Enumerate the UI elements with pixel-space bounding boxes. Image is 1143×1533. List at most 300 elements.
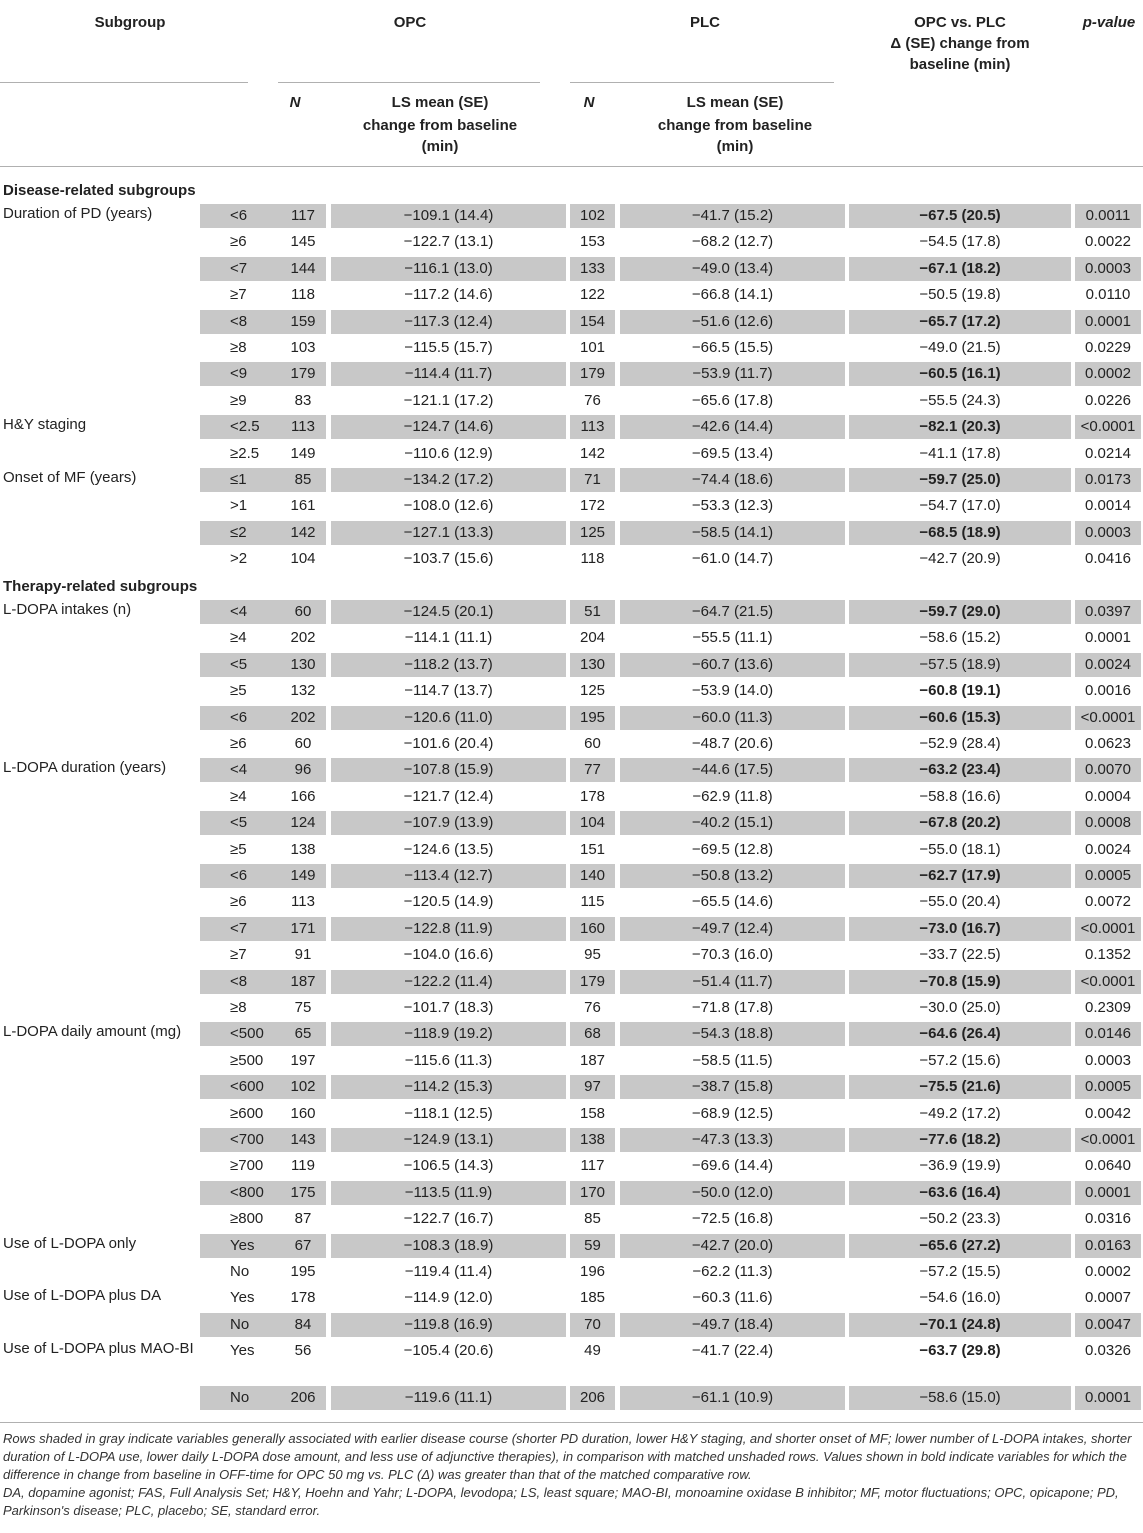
- opc-n: 130: [280, 653, 326, 677]
- subgroup-label: [3, 1128, 199, 1152]
- header-opc-n: N: [289, 94, 301, 111]
- p-value: 0.0226: [1085, 391, 1131, 409]
- difference: −52.9 (28.4): [919, 735, 1001, 752]
- opc-n: 60: [294, 735, 312, 752]
- opc-n: 103: [290, 339, 316, 356]
- header-plc-lsm-line2: change from baseline: [657, 117, 813, 134]
- opc-ls-mean: −115.6 (11.3): [404, 1051, 493, 1069]
- header-bottom-rule: [0, 166, 1143, 167]
- plc-ls-mean: −70.3 (16.0): [691, 946, 774, 964]
- opc-n: 87: [294, 1210, 312, 1228]
- subgroup-level: ≥4: [230, 629, 247, 647]
- table-row: [0, 415, 1143, 441]
- plc-n: 115: [580, 893, 605, 911]
- opc-ls-mean: −124.6 (13.5): [403, 840, 494, 858]
- subgroup-level: ≥6: [230, 893, 247, 911]
- subgroup-label: Use of L-DOPA plus MAO-BI: [3, 1340, 194, 1358]
- header-opc-lsm-line2: change from baseline: [362, 117, 518, 134]
- subgroup-label: [3, 494, 199, 518]
- plc-n: 153: [579, 233, 606, 251]
- plc-n: 97: [570, 1075, 615, 1099]
- table-row: [0, 1128, 1143, 1154]
- plc-n: 158: [579, 1104, 606, 1122]
- difference: −63.2 (23.4): [849, 758, 1071, 782]
- subgroup-label: H&Y staging: [3, 416, 87, 434]
- difference: −50.2 (23.3): [919, 1210, 1001, 1228]
- opc-n: 143: [280, 1128, 326, 1152]
- plc-n: 204: [579, 629, 606, 647]
- plc-ls-mean: −49.7 (12.4): [620, 917, 845, 941]
- plc-n: 185: [579, 1289, 606, 1307]
- p-value: 0.0024: [1075, 653, 1141, 677]
- p-value: 0.0640: [1085, 1157, 1131, 1175]
- plc-ls-mean: −54.3 (18.8): [620, 1022, 845, 1046]
- header-pvalue: p-value: [1082, 14, 1136, 31]
- table-row: [0, 310, 1143, 336]
- table-row: [0, 1313, 1143, 1339]
- opc-n: 65: [280, 1022, 326, 1046]
- plc-ls-mean: −60.3 (11.6): [692, 1289, 773, 1307]
- subgroup-level: Yes: [230, 1342, 255, 1360]
- table-row: [0, 890, 1143, 916]
- table-row: [0, 1022, 1143, 1048]
- table-row: [0, 442, 1143, 468]
- opc-n: 187: [280, 970, 326, 994]
- plc-ls-mean: −58.5 (11.5): [692, 1051, 773, 1069]
- plc-ls-mean: −69.5 (13.4): [691, 444, 774, 462]
- opc-n: 84: [280, 1313, 326, 1337]
- plc-n: 77: [570, 758, 615, 782]
- subgroup-level: ≥500: [230, 1051, 264, 1069]
- plc-n: 76: [584, 999, 601, 1016]
- difference: −55.0 (20.4): [919, 893, 1001, 911]
- difference: −54.5 (17.8): [919, 233, 1001, 251]
- table-row: [0, 468, 1143, 494]
- opc-n: 159: [280, 310, 326, 334]
- header-rule-subgroup: [0, 82, 248, 83]
- p-value: <0.0001: [1075, 917, 1141, 941]
- plc-ls-mean: −40.2 (15.1): [620, 811, 845, 835]
- opc-ls-mean: −105.4 (20.6): [403, 1342, 494, 1360]
- plc-ls-mean: −71.8 (17.8): [691, 999, 774, 1016]
- opc-ls-mean: −134.2 (17.2): [331, 468, 566, 492]
- subgroup-label: [3, 283, 199, 307]
- p-value: 0.0001: [1075, 310, 1141, 334]
- subgroup-label: [3, 943, 199, 967]
- subgroup-level: <5: [200, 653, 326, 677]
- plc-ls-mean: −49.0 (13.4): [620, 257, 845, 281]
- opc-ls-mean: −113.4 (12.7): [331, 864, 566, 888]
- plc-ls-mean: −53.3 (12.3): [691, 497, 774, 515]
- opc-ls-mean: −103.7 (15.6): [403, 550, 494, 568]
- subgroup-level: ≥8: [230, 339, 247, 356]
- subgroup-level: No: [230, 1263, 250, 1280]
- table-row: [0, 732, 1143, 758]
- subgroup-level: <600: [200, 1075, 326, 1099]
- p-value: 0.0003: [1075, 521, 1141, 545]
- p-value: 0.0005: [1075, 864, 1141, 888]
- p-value: 0.0007: [1085, 1289, 1131, 1307]
- opc-n: 142: [280, 521, 326, 545]
- opc-n: 202: [280, 706, 326, 730]
- subgroup-label: Use of L-DOPA plus DA: [3, 1287, 162, 1305]
- subgroup-level: <4: [200, 758, 326, 782]
- opc-n: 83: [294, 391, 312, 409]
- p-value: 0.0016: [1085, 682, 1131, 700]
- subgroup-label: [3, 838, 199, 862]
- plc-ls-mean: −55.5 (11.1): [692, 629, 773, 647]
- subgroup-label: [3, 811, 199, 835]
- opc-ls-mean: −118.9 (19.2): [331, 1022, 566, 1046]
- opc-n: 144: [280, 257, 326, 281]
- footnote-shading: Rows shaded in gray indicate variables generally associated with earlier disease course (shorter PD duration, lower H&Y staging, and shorter onset of MF; lower number of L-DOPA intakes, shorter duration of L-DOPA use, lower daily L-DOPA dose amount, and less use of adjunctive therapies), in comparison with matched unshaded rows. Values shown in bold indicate variables for which the difference in change from baseline in OFF-time for OPC 50 mg vs. PLC (Δ) was greater than that of the matched comparative row.: [3, 1431, 1132, 1482]
- table-row: [0, 1207, 1143, 1233]
- opc-n: 67: [280, 1234, 326, 1258]
- subgroup-level: ≥5: [230, 682, 247, 700]
- subgroup-label: [3, 679, 199, 703]
- table-row: [0, 838, 1143, 864]
- plc-n: 170: [570, 1181, 615, 1205]
- p-value: 0.0326: [1085, 1342, 1131, 1360]
- opc-n: 161: [290, 497, 316, 515]
- difference: −49.0 (21.5): [919, 339, 1001, 356]
- table-row: [0, 521, 1143, 547]
- opc-n: 75: [294, 999, 312, 1016]
- p-value: 0.0003: [1085, 1051, 1131, 1069]
- table-row: [0, 943, 1143, 969]
- p-value: 0.0001: [1075, 1386, 1141, 1410]
- header-diff-line2: Δ (SE) change from: [890, 35, 1030, 52]
- table-row: [0, 706, 1143, 732]
- p-value: 0.0002: [1075, 362, 1141, 386]
- difference: −68.5 (18.9): [849, 521, 1071, 545]
- opc-ls-mean: −122.7 (13.1): [403, 233, 494, 251]
- table-row: [0, 758, 1143, 784]
- opc-n: 56: [294, 1342, 312, 1360]
- opc-n: 85: [280, 468, 326, 492]
- plc-n: 160: [570, 917, 615, 941]
- opc-ls-mean: −115.5 (15.7): [404, 339, 493, 356]
- table-bottom-rule: [0, 1422, 1143, 1423]
- opc-ls-mean: −117.3 (12.4): [331, 310, 566, 334]
- opc-n: 102: [280, 1075, 326, 1099]
- difference: −60.6 (15.3): [849, 706, 1071, 730]
- subgroup-level: No: [200, 1313, 326, 1337]
- subgroup-level: <4: [200, 600, 326, 624]
- p-value: 0.0316: [1085, 1210, 1131, 1228]
- plc-ls-mean: −49.7 (18.4): [620, 1313, 845, 1337]
- subgroup-label: L-DOPA duration (years): [3, 759, 167, 777]
- opc-n: 175: [280, 1181, 326, 1205]
- opc-n: 104: [290, 550, 316, 568]
- opc-ls-mean: −114.7 (13.7): [404, 682, 493, 700]
- opc-ls-mean: −119.4 (11.4): [404, 1263, 493, 1280]
- plc-ls-mean: −69.6 (14.4): [691, 1157, 774, 1175]
- subgroup-label: [3, 547, 199, 571]
- difference: −41.1 (17.8): [919, 444, 1001, 462]
- header-plc-lsm-line3: (min): [716, 138, 754, 155]
- p-value: 0.0163: [1075, 1234, 1141, 1258]
- header-opc-lsm-line3: (min): [421, 138, 459, 155]
- difference: −67.1 (18.2): [849, 257, 1071, 281]
- subgroup-level: ≥2.5: [230, 444, 260, 462]
- opc-ls-mean: −122.2 (11.4): [331, 970, 566, 994]
- header-rule-plc: [570, 82, 834, 83]
- opc-n: 197: [290, 1051, 316, 1069]
- subgroup-label: [3, 521, 199, 545]
- p-value: <0.0001: [1075, 415, 1141, 439]
- opc-n: 179: [280, 362, 326, 386]
- plc-n: 102: [570, 204, 615, 228]
- opc-n: 206: [280, 1386, 326, 1410]
- opc-n: 171: [280, 917, 326, 941]
- header-rule-opc: [278, 82, 540, 83]
- table-row: [0, 679, 1143, 705]
- subgroup-label: [3, 785, 199, 809]
- subgroup-level: <800: [200, 1181, 326, 1205]
- plc-ls-mean: −60.0 (11.3): [620, 706, 845, 730]
- opc-ls-mean: −119.8 (16.9): [331, 1313, 566, 1337]
- opc-ls-mean: −114.2 (15.3): [331, 1075, 566, 1099]
- opc-ls-mean: −116.1 (13.0): [331, 257, 566, 281]
- p-value: 0.0110: [1085, 286, 1131, 304]
- p-value: 0.0623: [1085, 735, 1131, 752]
- table-row: [0, 1286, 1143, 1312]
- difference: −60.5 (16.1): [849, 362, 1071, 386]
- plc-n: 206: [570, 1386, 615, 1410]
- p-value: 0.0024: [1085, 840, 1131, 858]
- plc-ls-mean: −50.8 (13.2): [620, 864, 845, 888]
- plc-n: 195: [570, 706, 615, 730]
- opc-ls-mean: −118.2 (13.7): [331, 653, 566, 677]
- table-row: [0, 230, 1143, 256]
- p-value: 0.0022: [1085, 233, 1131, 251]
- opc-n: 113: [280, 415, 326, 439]
- subgroup-label: Onset of MF (years): [3, 469, 137, 486]
- difference: −58.6 (15.0): [849, 1386, 1071, 1410]
- opc-ls-mean: −109.1 (14.4): [331, 204, 566, 228]
- opc-n: 202: [290, 629, 316, 647]
- difference: −67.8 (20.2): [849, 811, 1071, 835]
- plc-n: 133: [570, 257, 615, 281]
- header-diff-line1: OPC vs. PLC: [914, 14, 1006, 31]
- plc-ls-mean: −50.0 (12.0): [620, 1181, 845, 1205]
- opc-ls-mean: −114.4 (11.7): [331, 362, 566, 386]
- plc-n: 178: [579, 787, 606, 805]
- opc-ls-mean: −108.3 (18.9): [331, 1234, 566, 1258]
- plc-n: 138: [570, 1128, 615, 1152]
- subgroup-level: ≥8: [230, 999, 247, 1016]
- subgroup-label: [3, 362, 199, 386]
- plc-n: 71: [570, 468, 615, 492]
- subgroup-level: <2.5: [200, 415, 326, 439]
- plc-n: 142: [579, 444, 606, 462]
- table-row: [0, 785, 1143, 811]
- plc-ls-mean: −72.5 (16.8): [691, 1210, 774, 1228]
- subgroup-label: [3, 1154, 199, 1178]
- difference: −63.6 (16.4): [849, 1181, 1071, 1205]
- p-value: 0.0214: [1085, 444, 1131, 462]
- plc-ls-mean: −61.0 (14.7): [691, 550, 774, 568]
- opc-ls-mean: −122.7 (16.7): [403, 1210, 494, 1228]
- table-row: [0, 1234, 1143, 1260]
- opc-ls-mean: −107.8 (15.9): [331, 758, 566, 782]
- subgroup-label: [3, 1207, 199, 1231]
- subgroup-level: <500: [200, 1022, 326, 1046]
- p-value: 0.0229: [1085, 339, 1131, 356]
- plc-ls-mean: −65.6 (17.8): [691, 391, 774, 409]
- subgroup-level: <5: [200, 811, 326, 835]
- difference: −55.5 (24.3): [919, 391, 1001, 409]
- subgroup-label: [3, 1102, 199, 1126]
- difference: −57.5 (18.9): [849, 653, 1071, 677]
- opc-n: 178: [290, 1289, 316, 1307]
- subgroup-level: ≥7: [230, 286, 247, 304]
- table-row: [0, 362, 1143, 388]
- opc-ls-mean: −121.7 (12.4): [403, 787, 494, 805]
- difference: −42.7 (20.9): [919, 550, 1001, 568]
- plc-n: 113: [570, 415, 615, 439]
- plc-ls-mean: −51.4 (11.7): [620, 970, 845, 994]
- subgroup-level: <7: [200, 917, 326, 941]
- difference: −50.5 (19.8): [919, 286, 1001, 304]
- difference: −59.7 (25.0): [849, 468, 1071, 492]
- opc-n: 132: [290, 682, 316, 700]
- subgroup-level: ≤1: [200, 468, 326, 492]
- plc-ls-mean: −69.5 (12.8): [691, 840, 774, 858]
- difference: −30.0 (25.0): [919, 999, 1001, 1016]
- plc-ls-mean: −51.6 (12.6): [620, 310, 845, 334]
- opc-ls-mean: −114.1 (11.1): [404, 629, 493, 647]
- subgroup-label: [3, 230, 199, 254]
- plc-n: 151: [579, 840, 606, 858]
- table-row: [0, 917, 1143, 943]
- subgroup-level: <6: [200, 204, 326, 228]
- opc-ls-mean: −101.7 (18.3): [403, 999, 494, 1016]
- subgroup-label: [3, 1313, 199, 1337]
- table-row: [0, 1154, 1143, 1180]
- difference: −60.8 (19.1): [919, 682, 1001, 700]
- plc-n: 140: [570, 864, 615, 888]
- subgroup-label: [3, 442, 199, 466]
- opc-ls-mean: −107.9 (13.9): [331, 811, 566, 835]
- p-value: 0.2309: [1085, 999, 1131, 1016]
- subgroup-label: [3, 626, 199, 650]
- table-row: [0, 257, 1143, 283]
- table-row: [0, 547, 1143, 573]
- subgroup-label: [3, 1181, 199, 1205]
- opc-n: 138: [290, 840, 316, 858]
- plc-ls-mean: −62.9 (11.8): [692, 787, 773, 805]
- subgroup-level: No: [200, 1386, 326, 1410]
- subgroup-level: >2: [230, 550, 248, 568]
- plc-ls-mean: −38.7 (15.8): [620, 1075, 845, 1099]
- subgroup-label: [3, 1075, 199, 1099]
- table-row: [0, 653, 1143, 679]
- subgroup-label: [3, 653, 199, 677]
- opc-ls-mean: −106.5 (14.3): [403, 1157, 494, 1175]
- p-value: 0.0002: [1085, 1263, 1131, 1280]
- subgroup-level: ≤2: [200, 521, 326, 545]
- header-opc-lsm-line1: LS mean (SE): [391, 94, 489, 111]
- subgroup-level: ≥6: [230, 735, 247, 752]
- plc-n: 95: [584, 946, 601, 964]
- subgroup-level: ≥4: [230, 787, 247, 805]
- plc-ls-mean: −58.5 (14.1): [620, 521, 845, 545]
- difference: −58.6 (15.2): [919, 629, 1001, 647]
- plc-ls-mean: −68.9 (12.5): [691, 1104, 774, 1122]
- difference: −55.0 (18.1): [919, 840, 1001, 858]
- table-row: [0, 1049, 1143, 1075]
- plc-n: 172: [579, 497, 606, 515]
- subgroup-label: [3, 257, 199, 281]
- plc-n: 51: [570, 600, 615, 624]
- subgroup-label: [3, 389, 199, 413]
- subgroup-label: [3, 1260, 199, 1284]
- plc-n: 70: [570, 1313, 615, 1337]
- subgroup-level: <700: [200, 1128, 326, 1152]
- plc-n: 196: [579, 1263, 606, 1280]
- plc-ls-mean: −68.2 (12.7): [691, 233, 774, 251]
- subgroup-label: [3, 917, 199, 941]
- p-value: <0.0001: [1075, 970, 1141, 994]
- plc-n: 76: [584, 391, 601, 409]
- plc-n: 125: [570, 521, 615, 545]
- difference: −57.2 (15.5): [919, 1263, 1001, 1280]
- plc-n: 118: [580, 550, 605, 568]
- opc-n: 149: [280, 864, 326, 888]
- opc-n: 166: [290, 787, 316, 805]
- header-diff-line3: baseline (min): [909, 56, 1011, 73]
- plc-ls-mean: −44.6 (17.5): [620, 758, 845, 782]
- subgroup-level: <6: [200, 864, 326, 888]
- table-row: [0, 1075, 1143, 1101]
- plc-n: 125: [579, 682, 606, 700]
- plc-ls-mean: −62.2 (11.3): [692, 1263, 773, 1280]
- section-therapy-related: Therapy-related subgroups: [3, 578, 198, 595]
- difference: −63.7 (29.8): [919, 1342, 1001, 1360]
- table-row: [0, 864, 1143, 890]
- p-value: 0.0004: [1085, 787, 1131, 805]
- opc-n: 195: [290, 1263, 316, 1280]
- plc-ls-mean: −53.9 (14.0): [691, 682, 774, 700]
- difference: −75.5 (21.6): [849, 1075, 1071, 1099]
- subgroup-level: ≥7: [230, 946, 247, 964]
- opc-n: 160: [290, 1104, 316, 1122]
- subgroup-level: <8: [200, 970, 326, 994]
- subgroup-label: [3, 732, 199, 756]
- opc-ls-mean: −108.0 (12.6): [403, 497, 494, 515]
- subgroup-level: ≥5: [230, 840, 247, 858]
- plc-ls-mean: −53.9 (11.7): [620, 362, 845, 386]
- difference: −77.6 (18.2): [849, 1128, 1071, 1152]
- table-row: [0, 811, 1143, 837]
- plc-n: 117: [580, 1157, 605, 1175]
- opc-n: 145: [290, 233, 316, 251]
- table-row: [0, 1260, 1143, 1286]
- plc-ls-mean: −64.7 (21.5): [620, 600, 845, 624]
- header-subgroup: Subgroup: [94, 14, 166, 31]
- opc-ls-mean: −118.1 (12.5): [404, 1104, 493, 1122]
- subgroup-level: Yes: [200, 1234, 326, 1258]
- plc-ls-mean: −42.6 (14.4): [620, 415, 845, 439]
- table-row: [0, 1339, 1143, 1365]
- header-plc-lsm-line1: LS mean (SE): [686, 94, 784, 111]
- p-value: <0.0001: [1075, 1128, 1141, 1152]
- header-plc-n: N: [583, 94, 595, 111]
- subgroup-label: L-DOPA daily amount (mg): [3, 1023, 182, 1041]
- table-row: [0, 283, 1143, 309]
